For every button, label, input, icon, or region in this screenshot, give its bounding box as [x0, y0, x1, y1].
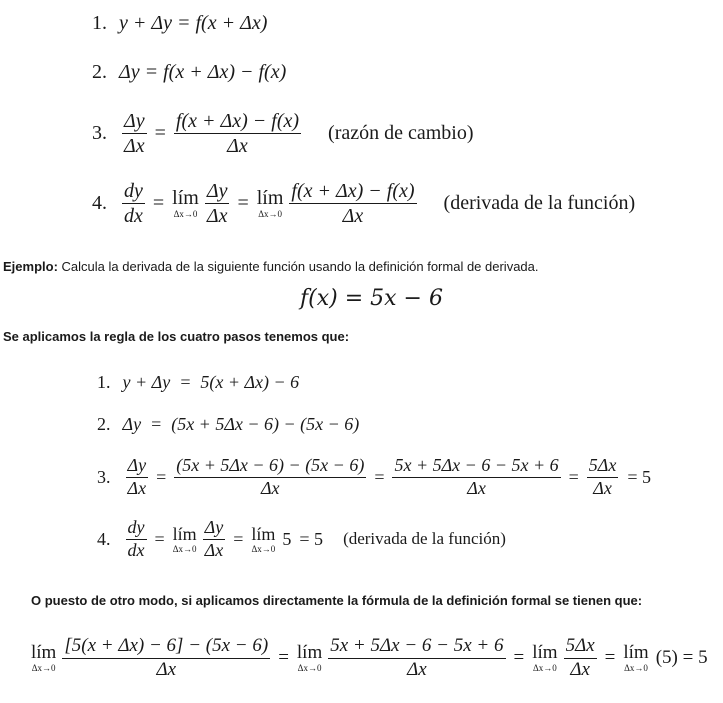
- denominator: Δx: [156, 658, 177, 680]
- step-expression: Δy = f(x + Δx) − f(x): [119, 61, 287, 83]
- denominator: Δx: [206, 205, 228, 227]
- fraction-simplified: [587, 456, 619, 499]
- equals-sign: =: [237, 192, 249, 214]
- limit-word: lím: [623, 642, 649, 664]
- limit-operator: [623, 643, 648, 673]
- general-step-3: [92, 110, 474, 157]
- numerator: f(x + Δx) − f(x): [291, 180, 415, 202]
- limit-subscript: Δx→0: [173, 209, 198, 219]
- step-number: 4.: [97, 528, 111, 549]
- step-number: 3.: [97, 466, 111, 487]
- step-note: (derivada de la función): [443, 192, 636, 214]
- limit-subscript: Δx→0: [532, 663, 557, 674]
- numerator: 5Δx: [587, 456, 619, 478]
- fraction-difference-quotient: [174, 110, 301, 157]
- numerator: (5x + 5Δx − 6) − (5x − 6): [174, 456, 366, 478]
- equals-sign: =: [374, 466, 385, 487]
- limit-operator: [251, 525, 275, 554]
- general-step-2: [92, 61, 286, 84]
- denominator: Δx: [227, 135, 248, 157]
- fraction-dy-dx: [205, 180, 230, 227]
- fraction-dy-dx: [126, 456, 149, 499]
- denominator: Δx: [570, 658, 590, 680]
- example-function: f(x) = 5x − 6: [300, 286, 443, 311]
- step-number: 4.: [92, 192, 107, 214]
- step-number: 1.: [92, 12, 107, 34]
- numerator: dy: [126, 518, 147, 540]
- limit-subscript: Δx→0: [251, 543, 276, 554]
- limit-subscript: Δx→0: [297, 663, 322, 674]
- limit-word: lím: [296, 642, 323, 664]
- limit-word: lím: [31, 642, 57, 664]
- example-statement: [3, 259, 539, 274]
- limit-operator: [172, 188, 199, 219]
- fraction-substituted: [62, 636, 270, 681]
- fraction-derivative: [126, 518, 147, 561]
- fraction-difference-quotient: [289, 180, 416, 227]
- limit-word: lím: [251, 523, 276, 544]
- step-note: (derivada de la función): [343, 529, 506, 549]
- numerator: Δy: [124, 110, 145, 132]
- limit-word: lím: [172, 187, 199, 209]
- fraction-expanded: [392, 456, 560, 499]
- step-number: 3.: [92, 122, 107, 144]
- numerator: 5Δx: [564, 636, 597, 659]
- equals-sign: =: [604, 647, 616, 669]
- fraction-expanded: [328, 636, 505, 681]
- equals-sign: =: [154, 528, 165, 549]
- fraction-dy-dx: [122, 110, 147, 157]
- example-step-2: [97, 414, 359, 435]
- general-step-4: [92, 180, 635, 227]
- limit-subscript: Δx→0: [31, 663, 56, 674]
- equals-sign: =: [154, 122, 166, 144]
- denominator: Δx: [407, 658, 427, 680]
- denominator: Δx: [467, 477, 486, 498]
- step-number: 1.: [97, 372, 111, 392]
- equals-sign: =: [568, 466, 579, 487]
- equals-sign: =: [233, 528, 244, 549]
- limit-operator: [31, 643, 56, 673]
- step-expression: y + Δy = 5(x + Δx) − 6: [122, 372, 300, 392]
- numerator: 5x + 5Δx − 6 − 5x + 6: [392, 456, 560, 478]
- example-label: Ejemplo:: [3, 259, 58, 274]
- step-note: (razón de cambio): [328, 122, 474, 144]
- numerator: Δy: [206, 180, 228, 202]
- limit-word: lím: [256, 187, 284, 209]
- denominator: dx: [124, 205, 143, 227]
- limit-operator: [257, 188, 284, 219]
- denominator: Δx: [593, 477, 612, 498]
- numerator: [5(x + Δx) − 6] − (5x − 6): [62, 636, 270, 659]
- numerator: 5x + 5Δx − 6 − 5x + 6: [328, 636, 505, 659]
- equals-sign: =: [152, 192, 165, 214]
- step-result: = 5: [627, 466, 651, 487]
- limit-word: lím: [172, 523, 197, 544]
- denominator: dx: [127, 539, 145, 560]
- step-expression: y + Δy = f(x + Δx): [119, 12, 268, 34]
- fraction-derivative: [122, 180, 145, 227]
- step-number: 2.: [92, 61, 107, 83]
- final-result: (5) = 5: [655, 647, 708, 669]
- example-step-4: [97, 518, 506, 561]
- equals-sign: =: [278, 647, 289, 669]
- numerator: Δy: [203, 518, 226, 540]
- step-result: = 5: [299, 528, 324, 549]
- limit-subscript: Δx→0: [624, 663, 648, 674]
- equals-sign: =: [513, 647, 525, 669]
- numerator: f(x + Δx) − f(x): [175, 110, 300, 132]
- numerator: Δy: [126, 456, 149, 478]
- example-step-3: [97, 456, 651, 499]
- limit-operator: [532, 643, 557, 673]
- numerator: dy: [124, 180, 143, 202]
- limit-operator: [297, 643, 322, 673]
- example-text: Calcula la derivada de la siguiente función usando la definición formal de derivada.: [61, 259, 539, 274]
- denominator: Δx: [127, 477, 147, 498]
- fraction-dy-dx: [203, 518, 226, 561]
- limit-subscript: Δx→0: [258, 209, 282, 219]
- denominator: Δx: [204, 539, 224, 560]
- example-step-1: [97, 372, 299, 393]
- limit-value: 5: [282, 528, 292, 549]
- denominator: Δx: [124, 135, 145, 157]
- step-number: 2.: [97, 414, 111, 434]
- limit-subscript: Δx→0: [172, 543, 197, 554]
- fraction-substituted: [174, 456, 366, 499]
- denominator: Δx: [342, 205, 364, 227]
- equals-sign: =: [156, 466, 167, 487]
- limit-operator: [173, 525, 197, 554]
- step-expression: Δy = (5x + 5Δx − 6) − (5x − 6): [122, 414, 360, 434]
- alternative-equation: [28, 636, 708, 681]
- general-step-1: [92, 12, 267, 35]
- alternative-text: O puesto de otro modo, si aplicamos directamente la fórmula de la definición formal se tienen que:: [31, 593, 643, 608]
- denominator: Δx: [260, 477, 280, 498]
- rule-text: Se aplicamos la regla de los cuatro pasos tenemos que:: [3, 329, 350, 344]
- fraction-simplified: [564, 636, 597, 681]
- limit-word: lím: [532, 642, 558, 664]
